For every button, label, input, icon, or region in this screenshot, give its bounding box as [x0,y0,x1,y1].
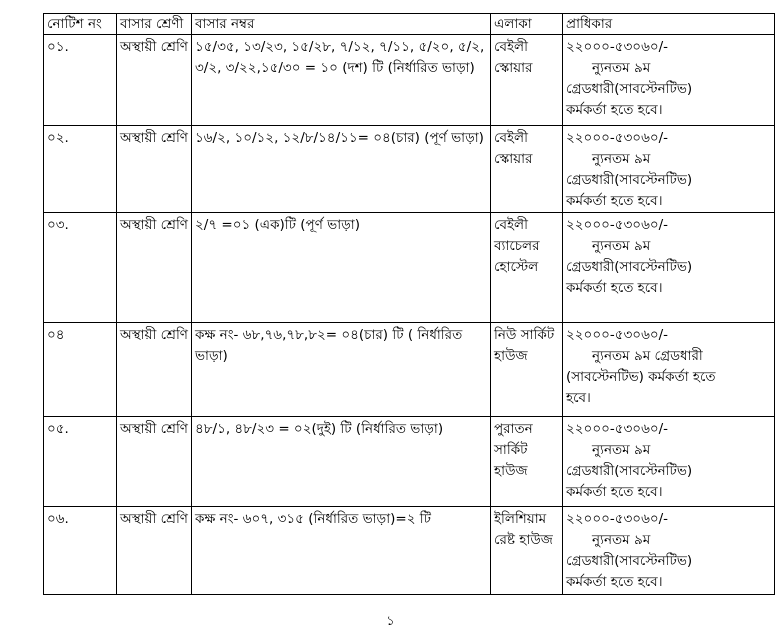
category-cell: অস্থায়ী শ্রেণি [117,417,192,507]
header-eligibility: প্রাধিকার [563,14,775,35]
notice-no-cell: ০৪ [44,323,117,417]
table-header-row [44,14,775,35]
eligibility-cell [563,507,775,595]
category-cell: অস্থায়ী শ্রেণি [117,507,192,595]
min-grade: ন্যুনতম ৯ম গ্রেডধারী [592,348,703,364]
category-cell: অস্থায়ী শ্রেণি [117,213,192,323]
officer-requirement: হবে। [566,390,591,406]
notice-no-cell: ০৬. [44,507,117,595]
house-no-cell: ১৫/৩৫, ১৩/২৩, ১৫/২৮, ৭/১২, ৭/১১, ৫/২০, ৫/২, ৩/২, ৩/২২,১৫/৩০ = ১০ (দশ) টি (নির্ধারিত ভাড়া) [192,35,491,126]
pay-scale: ২২০০০-৫৩০৬০/- [566,39,669,55]
pay-scale: ২২০০০-৫৩০৬০/- [566,217,669,233]
house-no-cell: কক্ষ নং- ৬৮,৭৬,৭৮,৮২= ০৪(চার) টি ( নির্ধারিত ভাড়া) [192,323,491,417]
eligibility-cell [563,323,775,417]
area-cell: ইলিশিয়াম রেষ্ট হাউজ [491,507,563,595]
header-category: বাসার শ্রেণী [117,14,192,35]
eligibility-cell [563,417,775,507]
area-cell: বেইলী স্কোয়ার [491,35,563,126]
officer-requirement: কর্মকর্তা হতে হবে। [566,484,663,500]
pay-scale: ২২০০০-৫৩০৬০/- [566,511,669,527]
house-no-cell: ১৬/২, ১০/১২, ১২/৮/১৪/১১= ০৪(চার) (পূর্ণ ভাড়া) [192,126,491,213]
eligibility-cell [563,35,775,126]
grade-holder: গ্রেডধারী(সাবস্টেনটিভ) [566,259,693,275]
header-area: এলাকা [491,14,563,35]
house-no-cell: ২/৭ =০১ (এক)টি (পূর্ণ ভাড়া) [192,213,491,323]
notice-no-cell: ০২. [44,126,117,213]
officer-requirement: কর্মকর্তা হতে হবে। [566,574,663,590]
area-cell: বেইলী স্কোয়ার [491,126,563,213]
grade-holder: গ্রেডধারী(সাবস্টেনটিভ) [566,172,693,188]
category-cell: অস্থায়ী শ্রেণি [117,323,192,417]
notice-no-cell: ০৩. [44,213,117,323]
eligibility-cell [563,213,775,323]
house-no-cell: ৪৮/১, ৪৮/২৩ = ০২(দুই) টি (নির্ধারিত ভাড়া) [192,417,491,507]
table-row [44,417,775,507]
min-grade: ন্যুনতম ৯ম [592,238,651,254]
table-row [44,323,775,417]
officer-requirement: কর্মকর্তা হতে হবে। [566,102,663,118]
min-grade: ন্যুনতম ৯ম [592,532,651,548]
pay-scale: ২২০০০-৫৩০৬০/- [566,421,669,437]
grade-holder: গ্রেডধারী(সাবস্টেনটিভ) [566,553,693,569]
eligibility-cell [563,126,775,213]
grade-holder: গ্রেডধারী(সাবস্টেনটিভ) [566,81,693,97]
table-row [44,507,775,595]
min-grade: ন্যুনতম ৯ম [592,442,651,458]
header-notice-no: নোটিশ নং [44,14,117,35]
page-number: ১ [386,614,395,629]
house-allocation-table [43,13,775,595]
house-no-cell: কক্ষ নং- ৬০৭, ৩১৫ (নির্ধারিত ভাড়া)=২ টি [192,507,491,595]
notice-no-cell: ০৫. [44,417,117,507]
table-row [44,126,775,213]
area-cell: নিউ সার্কিট হাউজ [491,323,563,417]
officer-requirement: কর্মকর্তা হতে হবে। [566,193,663,209]
area-cell: পুরাতন সার্কিট হাউজ [491,417,563,507]
officer-requirement: কর্মকর্তা হতে হবে। [566,280,663,296]
grade-holder: গ্রেডধারী(সাবস্টেনটিভ) [566,463,693,479]
area-cell: বেইলী ব্যাচেলর হোস্টেল [491,213,563,323]
category-cell: অস্থায়ী শ্রেণি [117,126,192,213]
pay-scale: ২২০০০-৫৩০৬০/- [566,327,669,343]
category-cell: অস্থায়ী শ্রেণি [117,35,192,126]
grade-holder: (সাবস্টেনটিভ) কর্মকর্তা হতে [566,369,716,385]
notice-no-cell: ০১. [44,35,117,126]
min-grade: ন্যুনতম ৯ম [592,60,651,76]
pay-scale: ২২০০০-৫৩০৬০/- [566,130,669,146]
min-grade: ন্যুনতম ৯ম [592,151,651,167]
header-house-no: বাসার নম্বর [192,14,491,35]
table-row [44,213,775,323]
table-row [44,35,775,126]
